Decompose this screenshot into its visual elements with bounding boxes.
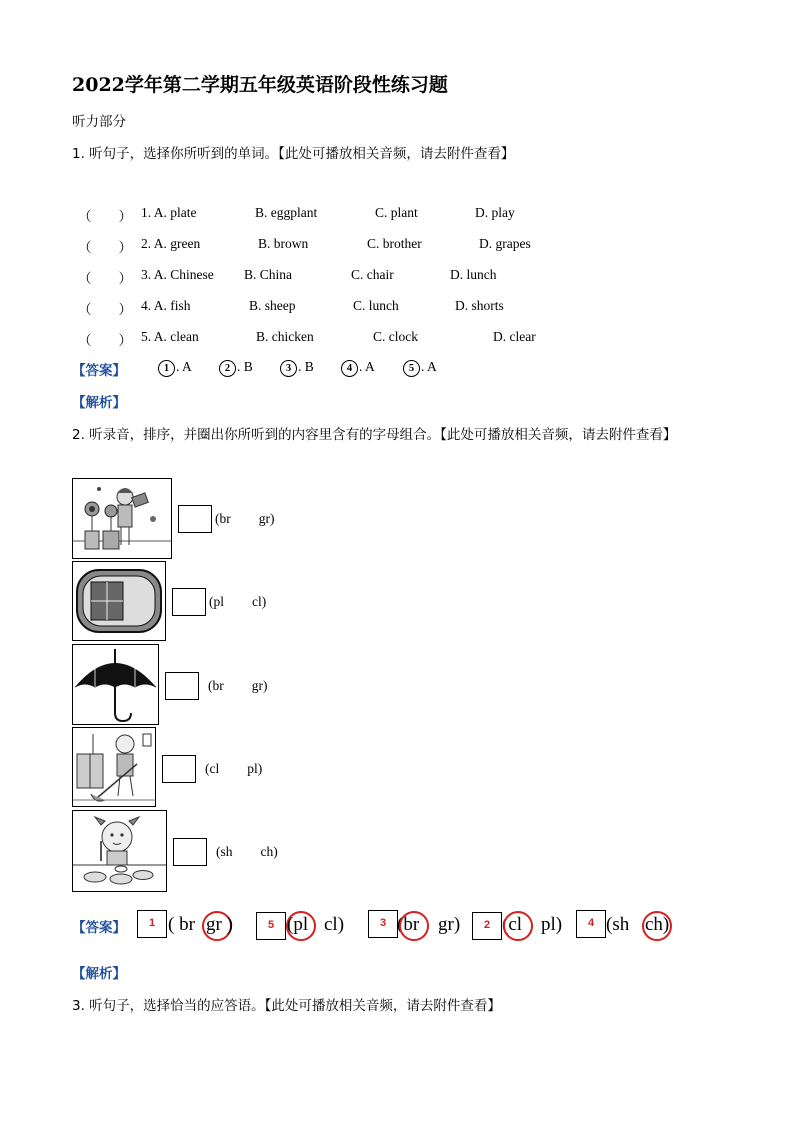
- analysis-tag: 【解析】: [72, 395, 126, 411]
- q1-answer: 3 . B: [280, 359, 314, 377]
- letter-pair: [208, 678, 268, 694]
- letter-pair: [215, 511, 275, 527]
- letter-pair: [216, 844, 278, 860]
- option-d: D. lunch: [450, 267, 497, 282]
- letter-option-left[interactable]: (pl: [209, 594, 224, 609]
- option-c: C. chair: [351, 267, 394, 282]
- option-d: D. clear: [493, 329, 536, 344]
- q1-answer: 4 . A: [341, 359, 375, 377]
- letter-option-right[interactable]: gr): [251, 678, 268, 693]
- letter-option-left[interactable]: (br: [208, 678, 224, 693]
- q1-row: [78, 236, 778, 256]
- option-a: 2. A. green: [141, 236, 201, 251]
- option-a: 3. A. Chinese: [141, 267, 214, 282]
- letter-option-left[interactable]: (cl: [205, 761, 220, 776]
- answer-paren[interactable]: （ ）: [78, 333, 132, 348]
- option-d: D. play: [475, 205, 515, 220]
- answer-letter-right: gr ): [206, 914, 233, 935]
- q1-prompt: 1. 听句子，选择你所听到的单词。【此处可播放相关音频，请去附件查看】: [72, 146, 515, 162]
- q1-row: [78, 298, 778, 318]
- girl-eating-picture: [72, 810, 167, 892]
- q1-row: [78, 329, 778, 349]
- q3-prompt: 3. 听句子，选择恰当的应答语。【此处可播放相关音频，请去附件查看】: [72, 998, 501, 1014]
- page-title: 2022学年第二学期五年级英语阶段性练习题: [72, 74, 448, 96]
- answer-order-box: 3: [368, 910, 398, 938]
- letter-option-right[interactable]: cl): [252, 594, 267, 609]
- option-d: D. grapes: [479, 236, 531, 251]
- answer-order-box: 4: [576, 910, 606, 938]
- analysis-tag: 【解析】: [72, 966, 126, 982]
- letter-option-left[interactable]: (sh: [216, 844, 233, 859]
- order-box[interactable]: [172, 588, 206, 616]
- option-b: B. eggplant: [255, 205, 318, 220]
- option-a: 4. A. fish: [141, 298, 191, 313]
- q1-row: [78, 205, 778, 225]
- answer-order-box: 5: [256, 912, 286, 940]
- q1-answer: 5 . A: [403, 359, 437, 377]
- flower-girl-picture: [72, 478, 172, 559]
- answer-letter-left: (cl: [502, 914, 523, 935]
- sports-court-picture: [72, 561, 166, 641]
- answer-order-box: 1: [137, 910, 167, 938]
- order-box[interactable]: [162, 755, 196, 783]
- answer-letter-right: pl): [541, 914, 563, 935]
- letter-option-right[interactable]: ch): [260, 844, 278, 859]
- option-b: B. chicken: [256, 329, 314, 344]
- order-box[interactable]: [173, 838, 207, 866]
- option-d: D. shorts: [455, 298, 504, 313]
- answer-circle-mark: [503, 911, 533, 941]
- option-c: C. clock: [373, 329, 418, 344]
- answer-paren[interactable]: （ ）: [78, 209, 132, 224]
- letter-option-right[interactable]: gr): [258, 511, 275, 526]
- answer-letter-left: (pl: [287, 914, 309, 935]
- answer-paren[interactable]: （ ）: [78, 271, 132, 286]
- answer-paren[interactable]: （ ）: [78, 240, 132, 255]
- answer-letter-left: (br: [397, 914, 420, 935]
- option-a: 1. A. plate: [141, 205, 197, 220]
- answer-order-box: 2: [472, 912, 502, 940]
- answer-paren[interactable]: （ ）: [78, 302, 132, 317]
- q1-row: [78, 267, 778, 287]
- option-c: C. brother: [367, 236, 422, 251]
- umbrella-picture: [72, 644, 159, 725]
- answer-letter-left: ( br: [168, 914, 195, 935]
- answer-tag: 【答案】: [72, 363, 126, 379]
- option-b: B. sheep: [249, 298, 296, 313]
- letter-pair: [209, 594, 266, 610]
- answer-circle-mark: [399, 911, 429, 941]
- boy-sweeping-picture: [72, 727, 156, 807]
- answer-letter-left: (sh: [606, 914, 630, 935]
- q1-answer: 2 . B: [219, 359, 253, 377]
- option-c: C. plant: [375, 205, 418, 220]
- letter-option-right[interactable]: pl): [247, 761, 263, 776]
- answer-letter-right: cl): [324, 914, 345, 935]
- section-label: 听力部分: [72, 114, 126, 130]
- q2-prompt: 2. 听录音，排序，并圈出你所听到的内容里含有的字母组合。【此处可播放相关音频，请去附件查看】: [72, 427, 677, 443]
- answer-tag: 【答案】: [72, 920, 126, 936]
- option-b: B. brown: [258, 236, 309, 251]
- option-a: 5. A. clean: [141, 329, 199, 344]
- q1-answer: 1 . A: [158, 359, 192, 377]
- answer-letter-right: ch): [645, 914, 670, 935]
- order-box[interactable]: [165, 672, 199, 700]
- option-b: B. China: [244, 267, 293, 282]
- answer-letter-right: gr): [438, 914, 461, 935]
- option-c: C. lunch: [353, 298, 399, 313]
- order-box[interactable]: [178, 505, 212, 533]
- letter-pair: [205, 761, 262, 777]
- letter-option-left[interactable]: (br: [215, 511, 231, 526]
